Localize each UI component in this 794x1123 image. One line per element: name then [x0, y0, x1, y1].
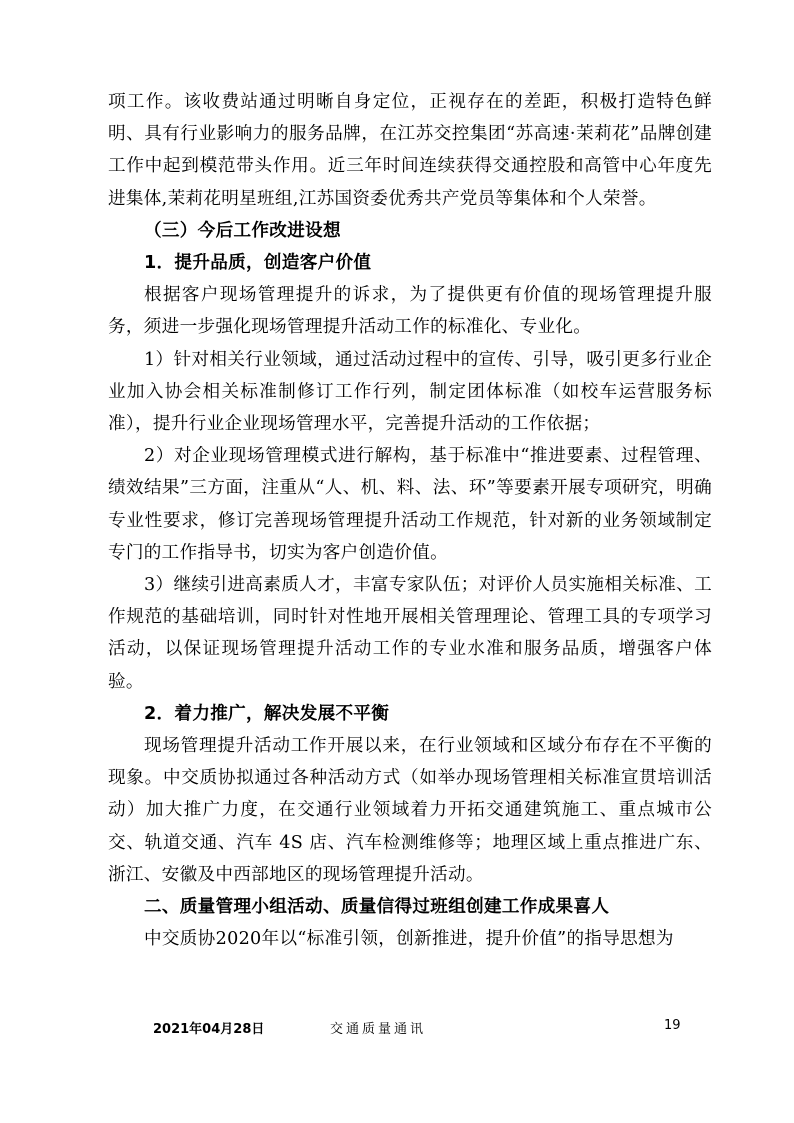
section-heading-2: 二、质量管理小组活动、质量信得过班组创建工作成果喜人 [144, 897, 610, 918]
page-footer [0, 1018, 794, 1042]
list-item-3: 3）继续引进高素质人才，丰富专家队伍；对评价人员实施相关标准、工作规范的基础培训，同时针对性地开展相关管理理论、管理工具的专项学习活动，以保证现场管理提升活动工作的专业水准和服务品质，增强客户体验。 [108, 575, 712, 692]
paragraph: 现场管理提升活动工作开展以来，在行业领域和区域分布存在不平衡的现象。中交质协拟通过各种活动方式（如举办现场管理相关标准宣贯培训活动）加大推广力度，在交通行业领域着力开拓交通建筑施工、重点城市公交、轨道交通、汽车 4S 店、汽车检测维修等；地理区域上重点推进广东、浙江、安徽及中西部地区的现场管理提升活动。 [108, 736, 712, 885]
subheading-2: 2．着力推广，解决发展不平衡 [144, 703, 390, 724]
section-heading-3: （三）今后工作改进设想 [144, 220, 341, 241]
footer-date: 2021年04月28日 [153, 1022, 265, 1037]
paragraph: 中交质协2020年以“标准引领，创新推进，提升价值”的指导思想为 [144, 929, 674, 950]
paragraph-continuation: 项工作。该收费站通过明晰自身定位，正视存在的差距，积极打造特色鲜明、具有行业影响力的服务品牌，在江苏交控集团“苏高速·茉莉花”品牌创建工作中起到模范带头作用。近三年时间连续获得交通控股和高管中心年度先进集体,茉莉花明星班组,江苏国资委优秀共产党员等集体和个人荣誉。 [108, 92, 712, 209]
list-item-1: 1）针对相关行业领域，通过活动过程中的宣传、引导，吸引更多行业企业加入协会相关标准制修订工作行列，制定团体标准（如校车运营服务标准），提升行业企业现场管理水平，完善提升活动的工作依据； [108, 349, 712, 435]
page-number: 19 [664, 1018, 681, 1033]
subheading-1: 1．提升品质，创造客户价值 [144, 253, 372, 274]
document-body [108, 86, 712, 955]
paragraph: 根据客户现场管理提升的诉求，为了提供更有价值的现场管理提升服务，须进一步强化现场管理提升活动工作的标准化、专业化。 [108, 285, 712, 338]
list-item-2: 2）对企业现场管理模式进行解构，基于标准中“推进要素、过程管理、绩效结果”三方面，注重从“人、机、料、法、环”等要素开展专项研究，明确专业性要求，修订完善现场管理提升活动工作规范，针对新的业务领域制定专门的工作指导书，切实为客户创造价值。 [108, 446, 712, 563]
footer-journal-title: 交通质量通讯 [330, 1022, 427, 1037]
